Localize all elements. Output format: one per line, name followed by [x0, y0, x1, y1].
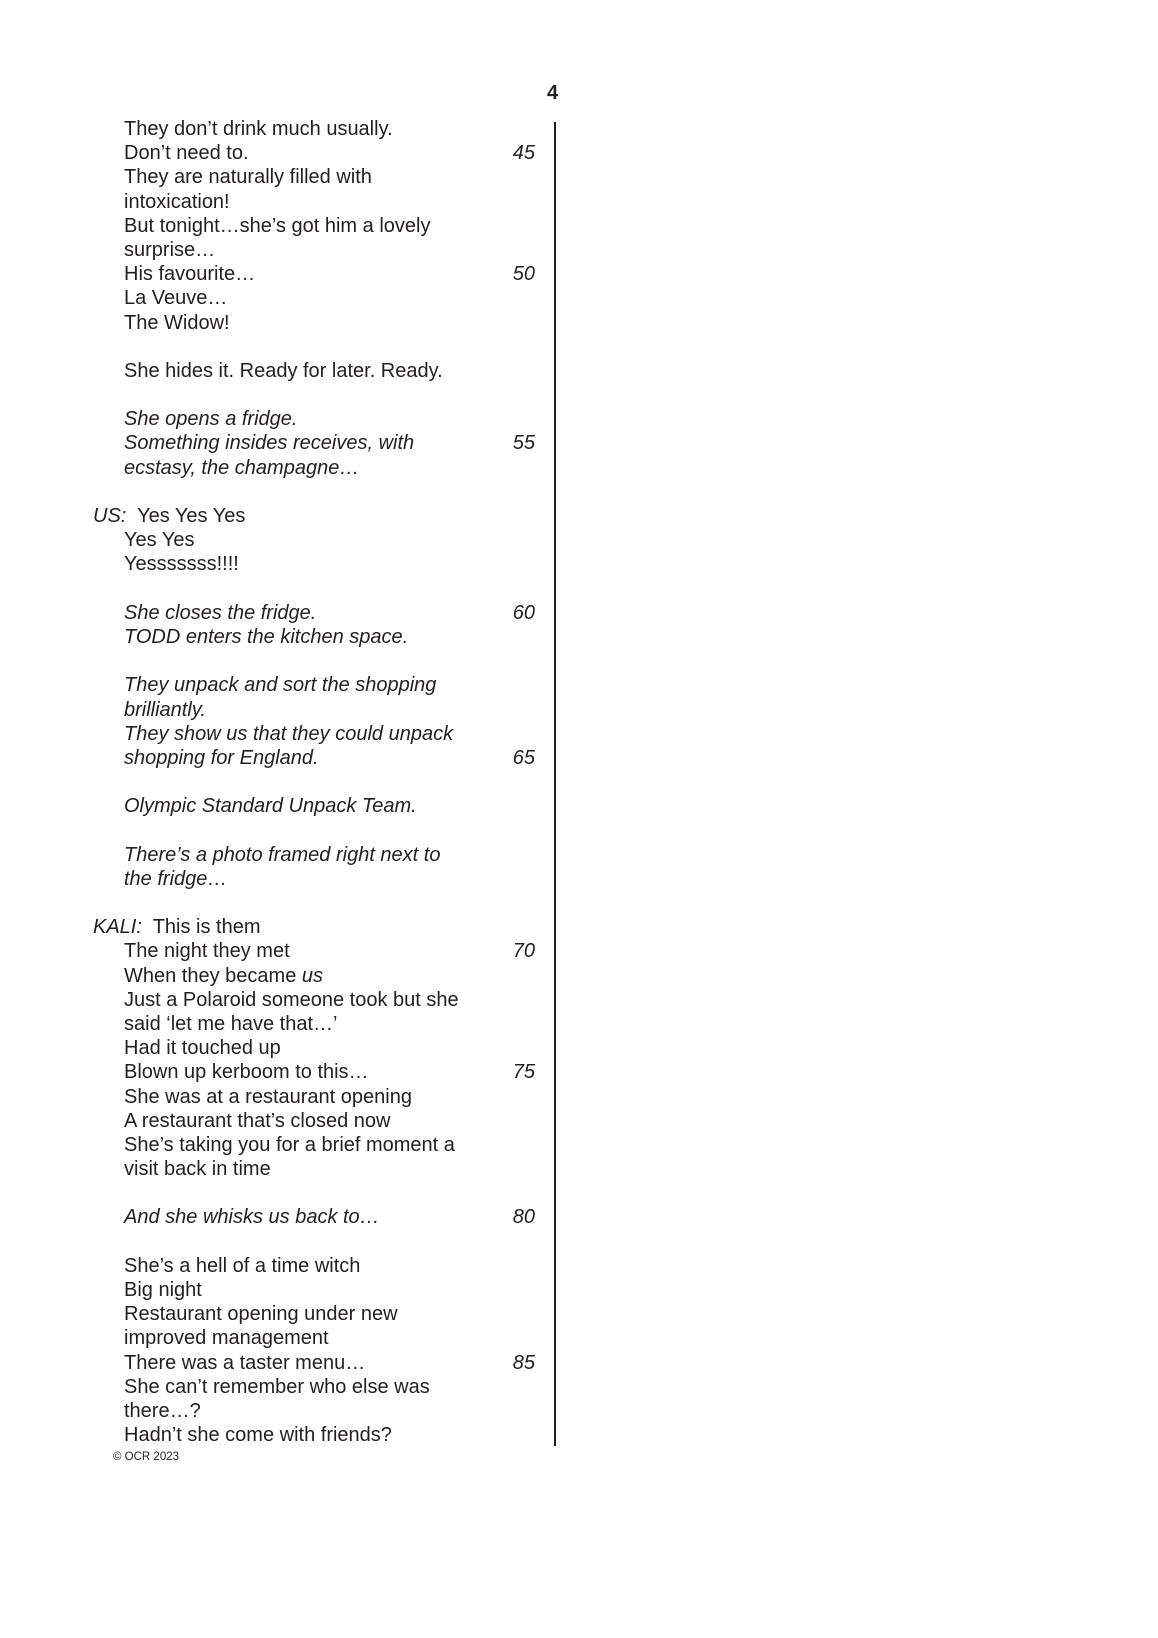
- line-text: [124, 311, 230, 335]
- line-text: [124, 141, 249, 165]
- line-number: 80: [512, 1206, 535, 1229]
- stage-direction-line: [0, 746, 560, 770]
- line-text: [124, 722, 453, 746]
- emphasis-text: us: [301, 964, 323, 987]
- line-text: [124, 1375, 430, 1399]
- page-number: 4: [547, 82, 559, 104]
- line-content: She was at a restaurant opening: [124, 1085, 412, 1108]
- script-line: [0, 939, 560, 963]
- stage-direction-line: [0, 867, 560, 891]
- script-line: [0, 1302, 560, 1326]
- line-content: His favourite…: [124, 263, 256, 286]
- line-content: They unpack and sort the shopping: [124, 674, 437, 697]
- blank-line: [0, 383, 560, 407]
- line-content: The Widow!: [124, 311, 230, 334]
- script-line: [0, 1326, 560, 1350]
- line-content: A restaurant that’s closed now: [124, 1109, 391, 1132]
- line-content: shopping for England.: [124, 746, 319, 769]
- line-content: They are naturally filled with: [124, 166, 372, 189]
- script-line: [0, 1109, 560, 1133]
- line-text: [124, 673, 436, 697]
- line-text: [124, 1133, 455, 1157]
- line-text: [124, 1012, 337, 1036]
- blank-line: [0, 818, 560, 842]
- line-content: They show us that they could unpack: [124, 722, 454, 745]
- script-line: [0, 1423, 560, 1447]
- line-content: There was a taster menu…: [124, 1351, 366, 1374]
- line-text: [124, 843, 440, 867]
- line-content: surprise…: [124, 238, 216, 261]
- line-text: [124, 625, 408, 649]
- line-content: Yes Yes: [124, 529, 195, 552]
- line-content: Blown up kerboom to this…: [124, 1061, 369, 1084]
- script-line: [0, 528, 560, 552]
- blank-line: [0, 891, 560, 915]
- script-line: [0, 1012, 560, 1036]
- script-line: [0, 165, 560, 189]
- line-content: ecstasy, the champagne…: [124, 456, 360, 479]
- stage-direction-line: [0, 625, 560, 649]
- line-content: Had it touched up: [124, 1037, 281, 1060]
- stage-direction-line: [0, 407, 560, 431]
- line-content: the fridge…: [124, 867, 228, 890]
- script-line: [0, 117, 560, 141]
- line-text: [124, 698, 206, 722]
- script-line: [0, 1254, 560, 1278]
- script-line: [0, 1157, 560, 1181]
- stage-direction-line: [0, 698, 560, 722]
- script-line: [0, 141, 560, 165]
- line-number: 55: [512, 432, 535, 455]
- line-content: The night they met: [124, 940, 290, 963]
- line-content: intoxication!: [124, 190, 230, 213]
- script-line: [0, 190, 560, 214]
- line-content: Restaurant opening under new: [124, 1303, 398, 1326]
- script-line: [0, 286, 560, 310]
- line-number: 70: [512, 940, 535, 963]
- line-text: [124, 262, 255, 286]
- line-text: [124, 1254, 360, 1278]
- line-text: [124, 1326, 329, 1350]
- line-text: [124, 1109, 390, 1133]
- stage-direction-line: [0, 722, 560, 746]
- blank-line: [0, 335, 560, 359]
- stage-direction-line: [0, 601, 560, 625]
- stage-direction-line: [0, 1205, 560, 1229]
- script-line: [0, 262, 560, 286]
- line-content: Don’t need to.: [124, 142, 249, 165]
- line-text: [124, 407, 297, 431]
- line-text: [124, 1351, 365, 1375]
- script-line: [0, 1036, 560, 1060]
- line-content: She closes the fridge.: [124, 601, 317, 624]
- line-content: Yes Yes Yes: [137, 505, 246, 527]
- line-number: 60: [512, 601, 535, 624]
- line-content: She’s a hell of a time witch: [124, 1254, 361, 1277]
- line-content: improved management: [124, 1327, 329, 1350]
- blank-line: [0, 649, 560, 673]
- dialogue-line: [0, 504, 560, 528]
- line-content: there…?: [124, 1399, 201, 1422]
- line-text: [124, 746, 319, 770]
- line-text: [124, 1302, 398, 1326]
- stage-direction-line: [0, 431, 560, 455]
- script-line: [0, 311, 560, 335]
- dialogue-line: [0, 915, 560, 939]
- line-text: [124, 1205, 380, 1229]
- line-content: Yesssssss!!!!: [124, 553, 239, 576]
- line-content: Just a Polaroid someone took but she: [124, 988, 459, 1011]
- stage-direction-line: [0, 456, 560, 480]
- line-text: [124, 1423, 392, 1447]
- line-content: brilliantly.: [124, 698, 206, 721]
- script-line: [0, 1375, 560, 1399]
- script-line: [0, 1060, 560, 1084]
- line-content: And she whisks us back to…: [124, 1206, 380, 1229]
- line-text: [124, 117, 393, 141]
- script-line: [0, 1133, 560, 1157]
- script-line: [0, 214, 560, 238]
- line-content: She’s taking you for a brief moment a: [124, 1133, 455, 1156]
- line-content: There’s a photo framed right next to: [124, 843, 441, 866]
- line-text: [124, 431, 414, 455]
- line-text: [124, 456, 359, 480]
- speaker-label: KALI:: [93, 916, 142, 939]
- line-text: [124, 528, 194, 552]
- line-text: [93, 504, 245, 528]
- line-text: [124, 286, 227, 310]
- line-text: [124, 867, 227, 891]
- line-number: 85: [512, 1351, 535, 1374]
- line-content: said ‘let me have that…’: [124, 1012, 338, 1035]
- stage-direction-line: [0, 843, 560, 867]
- line-text: [124, 988, 459, 1012]
- script-line: [0, 1085, 560, 1109]
- script-line: [0, 552, 560, 576]
- line-text: [124, 238, 215, 262]
- copyright: © OCR 2023: [113, 1451, 180, 1463]
- line-text: [124, 601, 316, 625]
- blank-line: [0, 1181, 560, 1205]
- line-text: [124, 1060, 369, 1084]
- line-number: 75: [512, 1061, 535, 1084]
- line-text: [124, 1399, 201, 1423]
- line-number: 50: [512, 263, 535, 286]
- line-number: 45: [512, 142, 535, 165]
- script-line: [0, 238, 560, 262]
- blank-line: [0, 1230, 560, 1254]
- line-content: La Veuve…: [124, 287, 228, 310]
- line-content: Something insides receives, with: [124, 432, 415, 455]
- line-content: TODD enters the kitchen space.: [124, 625, 409, 648]
- line-text: [124, 1278, 202, 1302]
- line-content: She hides it. Ready for later. Ready.: [124, 359, 443, 382]
- script-line: [0, 964, 560, 988]
- line-number: 65: [512, 746, 535, 769]
- blank-line: [0, 480, 560, 504]
- script-line: [0, 1399, 560, 1423]
- line-text: [124, 794, 417, 818]
- line-content: Olympic Standard Unpack Team.: [124, 795, 417, 818]
- blank-line: [0, 770, 560, 794]
- line-content: This is them: [152, 916, 261, 939]
- line-text: [124, 964, 323, 988]
- line-content: She can’t remember who else was: [124, 1375, 430, 1398]
- line-text: [124, 552, 239, 576]
- speaker-label: US:: [93, 505, 127, 527]
- line-text: [124, 214, 430, 238]
- stage-direction-line: [0, 673, 560, 697]
- script-line: [0, 988, 560, 1012]
- line-text: [124, 190, 230, 214]
- script-line: [0, 1278, 560, 1302]
- script-text: [0, 117, 560, 1447]
- line-text: [124, 165, 372, 189]
- script-line: [0, 1351, 560, 1375]
- line-content: She opens a fridge.: [124, 408, 298, 431]
- script-line: [0, 359, 560, 383]
- line-content: Big night: [124, 1279, 202, 1301]
- line-content: They don’t drink much usually.: [124, 118, 393, 140]
- line-content: Hadn’t she come with friends?: [124, 1424, 392, 1447]
- line-text: [124, 359, 443, 383]
- line-text: [93, 915, 261, 939]
- line-text: [124, 1157, 271, 1181]
- line-content: But tonight…she’s got him a lovely: [124, 214, 431, 237]
- line-content: When they became: [124, 964, 302, 987]
- line-content: visit back in time: [124, 1158, 271, 1181]
- stage-direction-line: [0, 794, 560, 818]
- line-text: [124, 1085, 412, 1109]
- line-text: [124, 1036, 281, 1060]
- blank-line: [0, 577, 560, 601]
- line-text: [124, 939, 290, 963]
